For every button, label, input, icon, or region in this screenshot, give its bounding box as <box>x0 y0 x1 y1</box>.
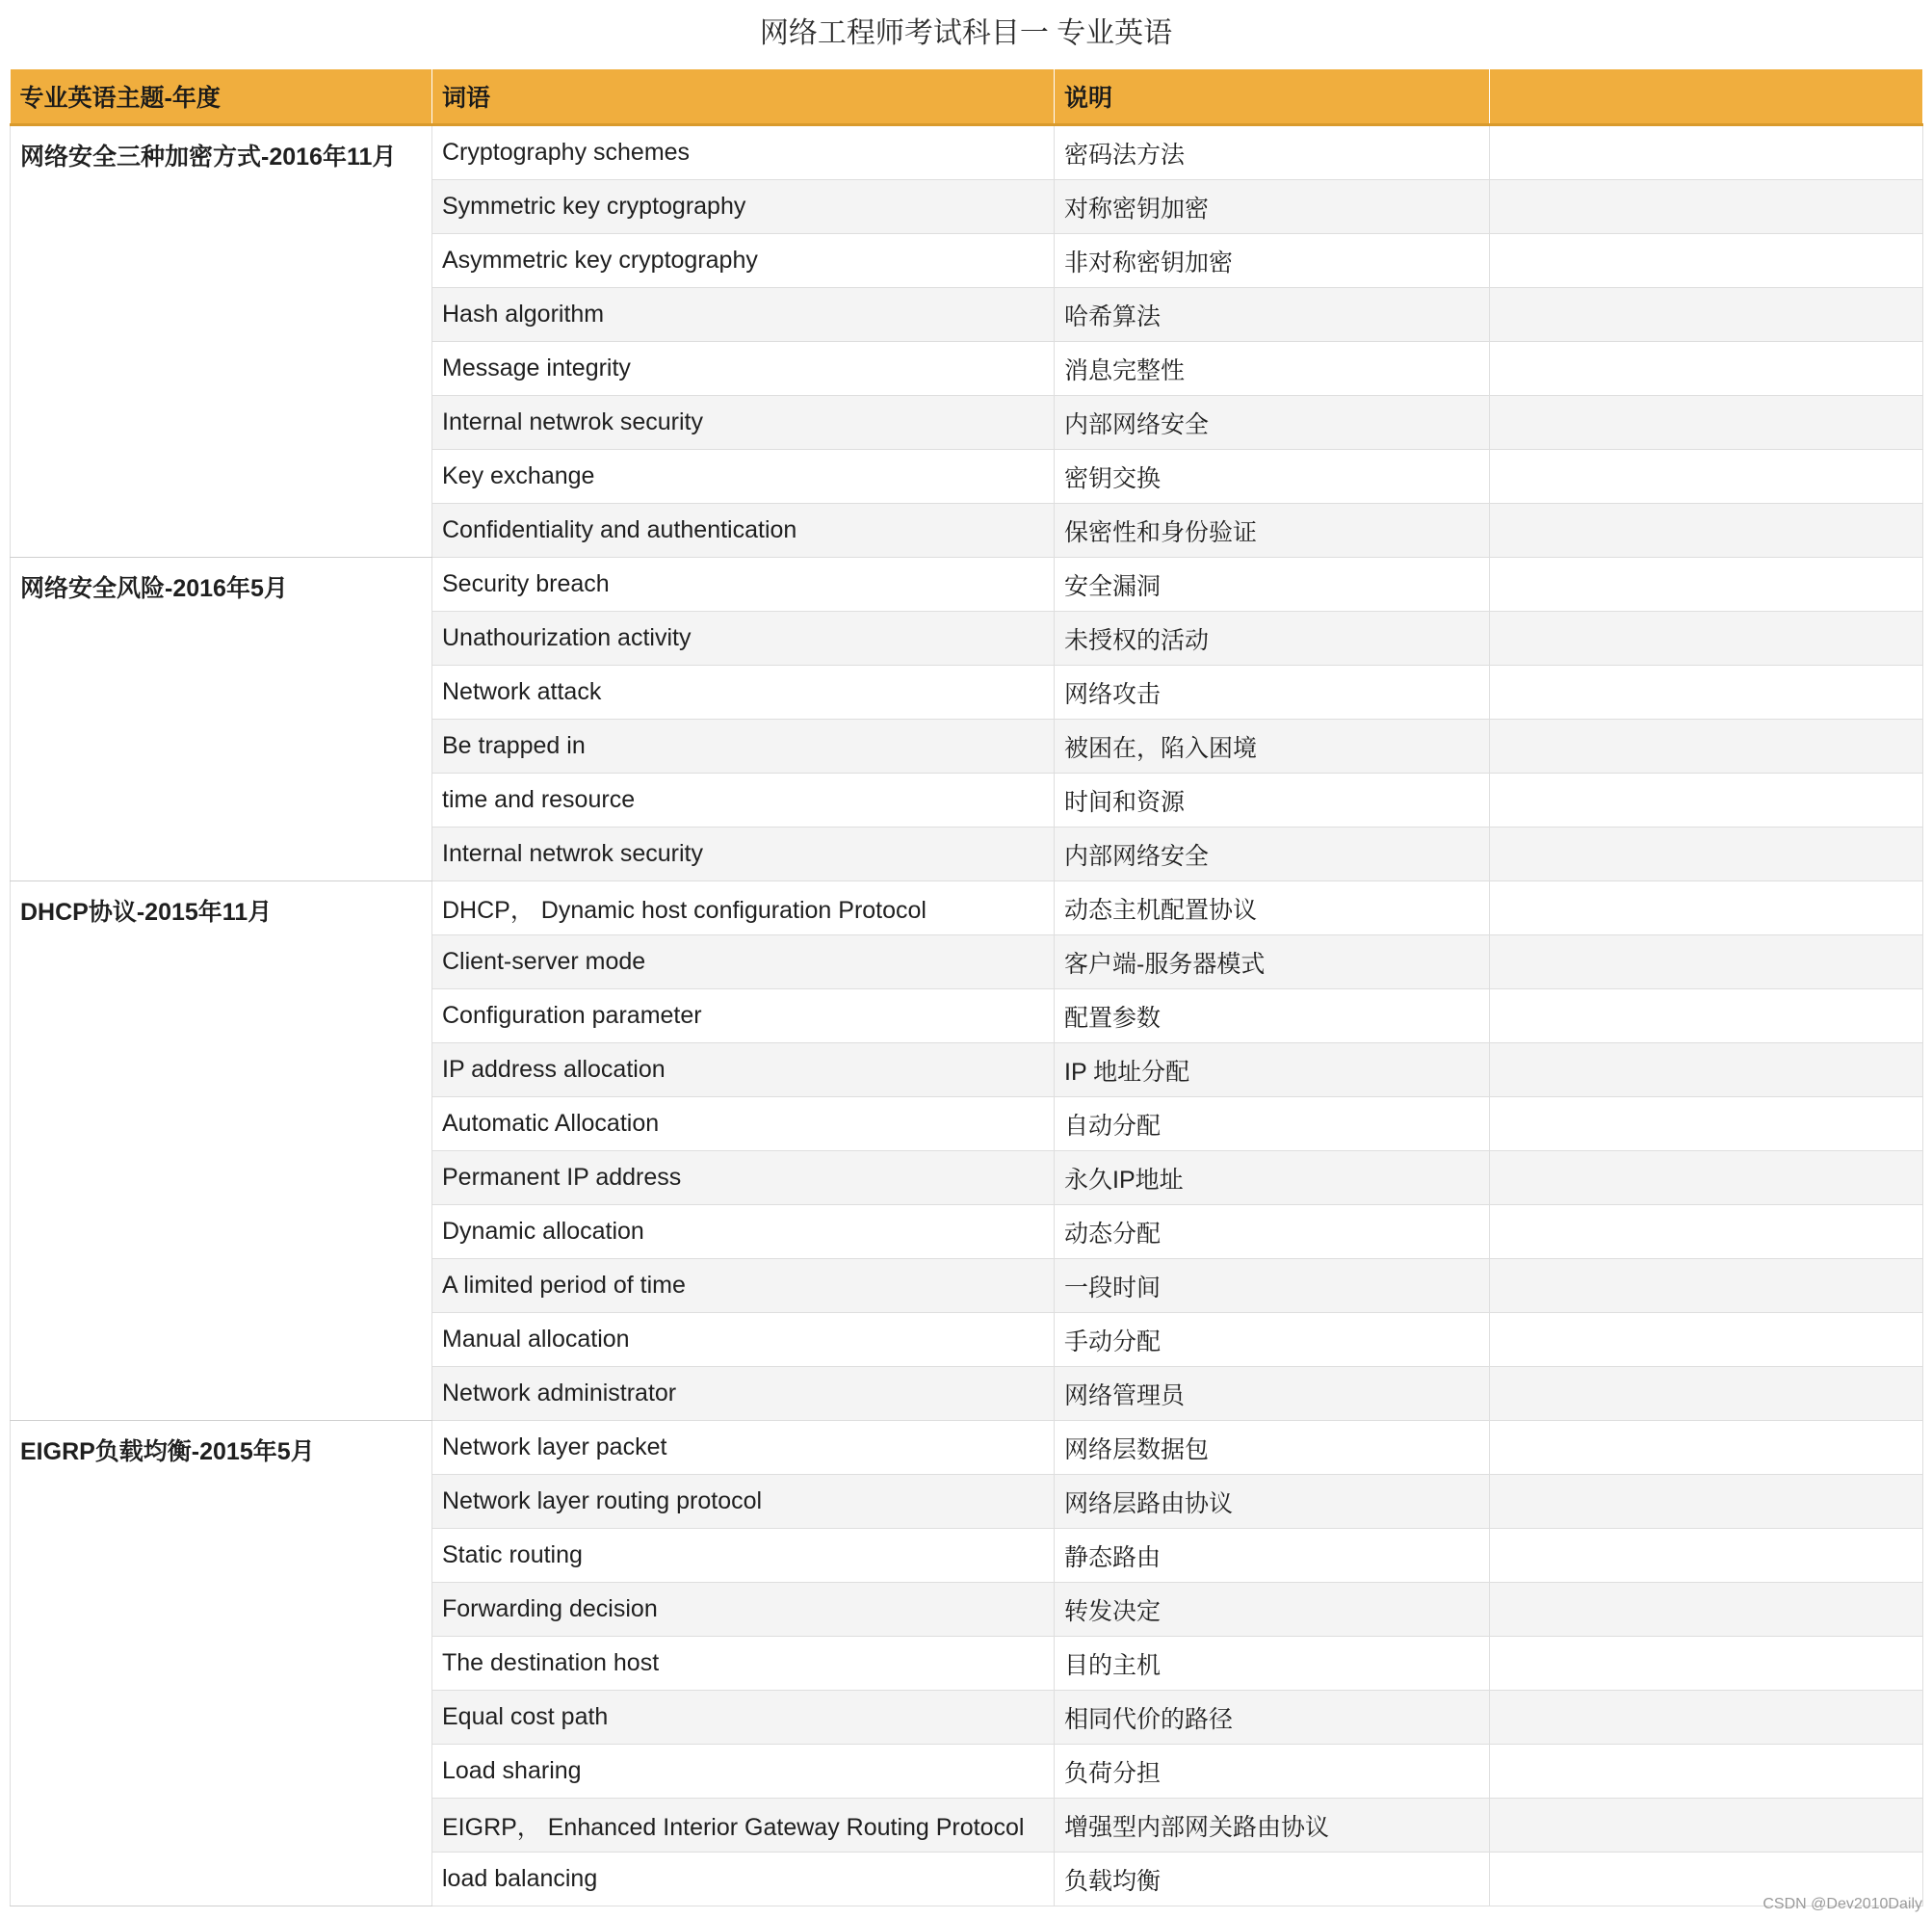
empty-cell <box>1490 180 1923 234</box>
description-cell: 时间和资源 <box>1055 774 1490 828</box>
empty-cell <box>1490 125 1923 180</box>
vocabulary-table-container <box>10 69 1922 1906</box>
description-cell: 网络管理员 <box>1055 1367 1490 1421</box>
term-cell: The destination host <box>432 1637 1055 1691</box>
description-cell: 未授权的活动 <box>1055 612 1490 666</box>
term-cell: Be trapped in <box>432 720 1055 774</box>
description-cell: 负载均衡 <box>1055 1853 1490 1906</box>
description-cell: 配置参数 <box>1055 989 1490 1043</box>
description-cell: 非对称密钥加密 <box>1055 234 1490 288</box>
term-cell: Forwarding decision <box>432 1583 1055 1637</box>
empty-cell <box>1490 288 1923 342</box>
term-cell: Network attack <box>432 666 1055 720</box>
empty-cell <box>1490 1151 1923 1205</box>
description-cell: 安全漏洞 <box>1055 558 1490 612</box>
term-cell: Manual allocation <box>432 1313 1055 1367</box>
description-cell: 密钥交换 <box>1055 450 1490 504</box>
description-cell: 静态路由 <box>1055 1529 1490 1583</box>
description-cell: 手动分配 <box>1055 1313 1490 1367</box>
term-cell: IP address allocation <box>432 1043 1055 1097</box>
description-cell: 动态分配 <box>1055 1205 1490 1259</box>
empty-cell <box>1490 1637 1923 1691</box>
table-header <box>11 69 1923 125</box>
empty-cell <box>1490 1097 1923 1151</box>
description-cell: 哈希算法 <box>1055 288 1490 342</box>
header-row <box>11 69 1923 125</box>
table-row <box>11 881 1923 935</box>
description-cell: 负荷分担 <box>1055 1745 1490 1799</box>
table-body <box>11 125 1923 1906</box>
empty-cell <box>1490 1691 1923 1745</box>
topic-cell: EIGRP负载均衡-2015年5月 <box>11 1421 432 1906</box>
description-cell: 网络攻击 <box>1055 666 1490 720</box>
empty-cell <box>1490 1205 1923 1259</box>
empty-cell <box>1490 1745 1923 1799</box>
description-cell: 被困在，陷入困境 <box>1055 720 1490 774</box>
term-cell: Load sharing <box>432 1745 1055 1799</box>
description-cell: 一段时间 <box>1055 1259 1490 1313</box>
empty-cell <box>1490 1367 1923 1421</box>
term-cell: Permanent IP address <box>432 1151 1055 1205</box>
topic-cell: 网络安全风险-2016年5月 <box>11 558 432 881</box>
term-cell: Message integrity <box>432 342 1055 396</box>
term-cell: Security breach <box>432 558 1055 612</box>
header-topic-year: 专业英语主题-年度 <box>11 69 432 125</box>
term-cell: DHCP， Dynamic host configuration Protocol <box>432 881 1055 935</box>
term-cell: Symmetric key cryptography <box>432 180 1055 234</box>
header-empty <box>1490 69 1923 125</box>
table-row <box>11 125 1923 180</box>
description-cell: 内部网络安全 <box>1055 828 1490 881</box>
term-cell: Network administrator <box>432 1367 1055 1421</box>
header-description: 说明 <box>1055 69 1490 125</box>
description-cell: 目的主机 <box>1055 1637 1490 1691</box>
description-cell: 对称密钥加密 <box>1055 180 1490 234</box>
description-cell: 网络层路由协议 <box>1055 1475 1490 1529</box>
description-cell: 网络层数据包 <box>1055 1421 1490 1475</box>
empty-cell <box>1490 234 1923 288</box>
empty-cell <box>1490 720 1923 774</box>
topic-cell: DHCP协议-2015年11月 <box>11 881 432 1421</box>
term-cell: EIGRP， Enhanced Interior Gateway Routing Protocol <box>432 1799 1055 1853</box>
empty-cell <box>1490 558 1923 612</box>
empty-cell <box>1490 342 1923 396</box>
term-cell: Confidentiality and authentication <box>432 504 1055 558</box>
description-cell: 内部网络安全 <box>1055 396 1490 450</box>
term-cell: Client-server mode <box>432 935 1055 989</box>
description-cell: 客户端-服务器模式 <box>1055 935 1490 989</box>
term-cell: Hash algorithm <box>432 288 1055 342</box>
term-cell: Static routing <box>432 1529 1055 1583</box>
description-cell: 相同代价的路径 <box>1055 1691 1490 1745</box>
term-cell: Network layer packet <box>432 1421 1055 1475</box>
table-row <box>11 558 1923 612</box>
description-cell: 转发决定 <box>1055 1583 1490 1637</box>
empty-cell <box>1490 881 1923 935</box>
empty-cell <box>1490 828 1923 881</box>
term-cell: Internal netwrok security <box>432 396 1055 450</box>
empty-cell <box>1490 989 1923 1043</box>
topic-cell: 网络安全三种加密方式-2016年11月 <box>11 125 432 558</box>
empty-cell <box>1490 1259 1923 1313</box>
watermark: CSDN @Dev2010Daily <box>1762 1896 1922 1912</box>
empty-cell <box>1490 774 1923 828</box>
empty-cell <box>1490 504 1923 558</box>
empty-cell <box>1490 1475 1923 1529</box>
term-cell: Configuration parameter <box>432 989 1055 1043</box>
empty-cell <box>1490 450 1923 504</box>
table-row <box>11 1421 1923 1475</box>
term-cell: Asymmetric key cryptography <box>432 234 1055 288</box>
empty-cell <box>1490 666 1923 720</box>
header-term: 词语 <box>432 69 1055 125</box>
empty-cell <box>1490 1313 1923 1367</box>
term-cell: Equal cost path <box>432 1691 1055 1745</box>
empty-cell <box>1490 612 1923 666</box>
term-cell: load balancing <box>432 1853 1055 1906</box>
description-cell: 自动分配 <box>1055 1097 1490 1151</box>
vocabulary-table <box>10 69 1923 1906</box>
term-cell: Network layer routing protocol <box>432 1475 1055 1529</box>
empty-cell <box>1490 1421 1923 1475</box>
term-cell: Cryptography schemes <box>432 125 1055 180</box>
term-cell: time and resource <box>432 774 1055 828</box>
empty-cell <box>1490 1799 1923 1853</box>
empty-cell <box>1490 935 1923 989</box>
description-cell: 增强型内部网关路由协议 <box>1055 1799 1490 1853</box>
empty-cell <box>1490 1043 1923 1097</box>
description-cell: 永久IP地址 <box>1055 1151 1490 1205</box>
description-cell: 保密性和身份验证 <box>1055 504 1490 558</box>
empty-cell <box>1490 1583 1923 1637</box>
page-title: 网络工程师考试科目一 专业英语 <box>759 17 1173 49</box>
description-cell: IP 地址分配 <box>1055 1043 1490 1097</box>
term-cell: Automatic Allocation <box>432 1097 1055 1151</box>
description-cell: 消息完整性 <box>1055 342 1490 396</box>
term-cell: Dynamic allocation <box>432 1205 1055 1259</box>
description-cell: 密码法方法 <box>1055 125 1490 180</box>
term-cell: Internal netwrok security <box>432 828 1055 881</box>
term-cell: A limited period of time <box>432 1259 1055 1313</box>
term-cell: Key exchange <box>432 450 1055 504</box>
term-cell: Unathourization activity <box>432 612 1055 666</box>
empty-cell <box>1490 396 1923 450</box>
empty-cell <box>1490 1529 1923 1583</box>
description-cell: 动态主机配置协议 <box>1055 881 1490 935</box>
